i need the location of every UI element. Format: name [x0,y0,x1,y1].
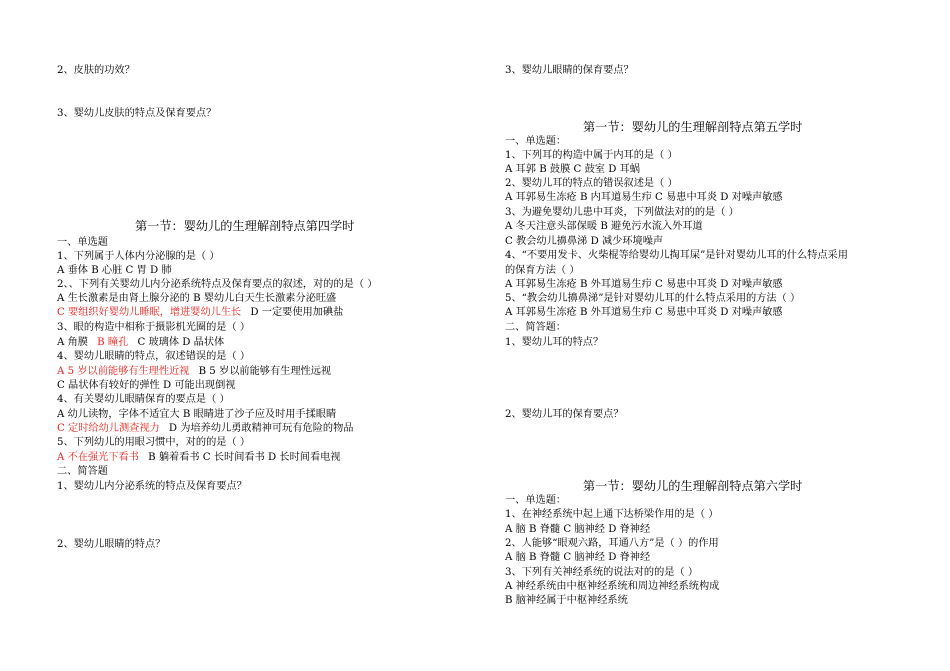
section5-q3-options-cd: C 教会幼儿擤鼻涕 D 减少环境噪声 [505,236,664,247]
question-eye-care: 3、婴幼儿眼睛的保育要点？ [505,65,634,76]
section6-q1-options: A 脑 B 脊髓 C 脑神经 D 脊神经 [505,524,651,535]
section4-q1: 1、下列属于人体内分泌腺的是（ ） [57,251,220,262]
section6-q3: 3、下列有关神经系统的说法对的的是（ ） [505,567,699,578]
section5-q2: 2、婴幼儿耳的特点的错误叙述是（ ） [505,178,678,189]
section5-q2-options: A 耳郭易生冻疮 B 内耳道易生疖 C 易患中耳炎 D 对噪声敏感 [505,192,783,203]
section6-q2-options: A 脑 B 脊髓 C 脑神经 D 脊神经 [505,552,651,563]
answer-highlight: C 定时给幼儿测查视力 [57,423,160,434]
section5-q3-options-ab: A 冬天注意头部保暖 B 避免污水流入外耳道 [505,221,703,232]
section6-q3-option-a: A 神经系统由中枢神经系统和周边神经系统构成 [505,581,720,592]
answer-highlight: A 不在强光下看书 [57,452,139,463]
section6-q3-option-b: B 脑神经属于中枢神经系统 [505,595,628,606]
section5-q4-options: A 耳郭易生冻疮 B 外耳道易生疖 C 易患中耳炎 D 对噪声敏感 [505,279,783,290]
section4-q3-options: A 角膜 B 瞳孔 C 玻璃体 D 晶状体 [57,337,225,348]
section5-q4-continued: 的保育方法（ ） [505,265,580,276]
section4-q5-options-cd: C 定时给幼儿测查视力 D 为培养幼儿勇敢精神可玩有危险的物品 [57,423,354,434]
section4-q5: 4、有关婴幼儿眼睛保育的要点是（ ） [57,394,230,405]
section4-short-answer-1: 1、婴幼儿内分泌系统的特点及保育要点？ [57,481,247,492]
question-skin-function: 2、皮肤的功效？ [57,65,135,76]
section4-q5-options-ab: A 幼儿读物，字体不适宜大 B 眼睛进了沙子应及时用手揉眼睛 [57,409,337,420]
section5-short-answer-1: 1、婴幼儿耳的特点？ [505,337,604,348]
section4-part2-heading: 二、简答题 [57,466,108,477]
section5-q3: 3、为避免婴幼儿患中耳炎，下列做法对的的是（ ） [505,207,739,218]
section5-q1-options: A 耳郭 B 鼓膜 C 鼓室 D 耳蜗 [505,164,640,175]
section4-q1-options: A 垂体 B 心脏 C 胃 D 肺 [57,265,172,276]
section6-q2: 2、人能够“眼观六路，耳通八方”是（ ）的作用 [505,538,719,549]
section4-q2-options-cd: C 要组织好婴幼儿睡眠，增进婴幼儿生长 D 一定要使用加碘盐 [57,307,344,318]
section6-q1: 1、在神经系统中起上通下达桥梁作用的是（ ） [505,509,719,520]
answer-highlight: B 瞳孔 [97,337,129,348]
answer-highlight: C 要组织好婴幼儿睡眠，增进婴幼儿生长 [57,307,242,318]
section4-part1-heading: 一、单选题 [57,237,108,248]
section4-title: 第一节：婴幼儿的生理解剖特点第四学时 [135,219,355,233]
section4-q2-options-ab: A 生长激素是由肾上腺分泌的 B 婴幼儿白天生长激素分泌旺盛 [57,293,337,304]
section5-short-answer-2: 2、婴幼儿耳的保育要点？ [505,409,624,420]
section4-q3: 3、眼的构造中相称于摄影机光圈的是（ ） [57,322,251,333]
section5-title: 第一节：婴幼儿的生理解剖特点第五学时 [583,120,803,134]
section4-q4-options-ab: A 5 岁以前能够有生理性近视 B 5 岁以前能够有生理性远视 [57,366,332,377]
section4-q6-options: A 不在强光下看书 B 躺着看书 C 长时间看书 D 长时间看电视 [57,452,341,463]
section5-q4: 4、“不要用发卡、火柴棍等给婴幼儿掏耳屎”是针对婴幼儿耳的什么特点采用 [505,250,848,261]
section4-q4-options-cd: C 晶状体有较好的弹性 D 可能出现倒视 [57,380,236,391]
section4-q6: 5、下列幼儿的用眼习惯中，对的的是（ ） [57,437,251,448]
section5-part1-heading: 一、单选题： [505,136,567,147]
question-skin-features: 3、婴幼儿皮肤的特点及保育要点？ [57,108,217,119]
section5-part2-heading: 二、简答题： [505,322,567,333]
section6-title: 第一节：婴幼儿的生理解剖特点第六学时 [583,479,803,493]
section5-q5-options: A 耳郭易生冻疮 B 外耳道易生疖 C 易患中耳炎 D 对噪声敏感 [505,307,783,318]
section5-q1: 1、下列耳的构造中属于内耳的是（ ） [505,150,678,161]
section4-q2: 2、、下列有关婴幼儿内分泌系统特点及保育要点的叙述，对的的是（ ） [57,279,378,290]
section4-q4: 4、婴幼儿眼睛的特点，叙述错误的是（ ） [57,351,251,362]
section6-part1-heading: 一、单选题： [505,495,567,506]
section5-q5: 5、“教会幼儿擤鼻涕”是针对婴幼儿耳的什么特点采用的方法（ ） [505,293,801,304]
answer-highlight: A 5 岁以前能够有生理性近视 [57,366,190,377]
section4-short-answer-2: 2、婴幼儿眼睛的特点？ [57,539,166,550]
